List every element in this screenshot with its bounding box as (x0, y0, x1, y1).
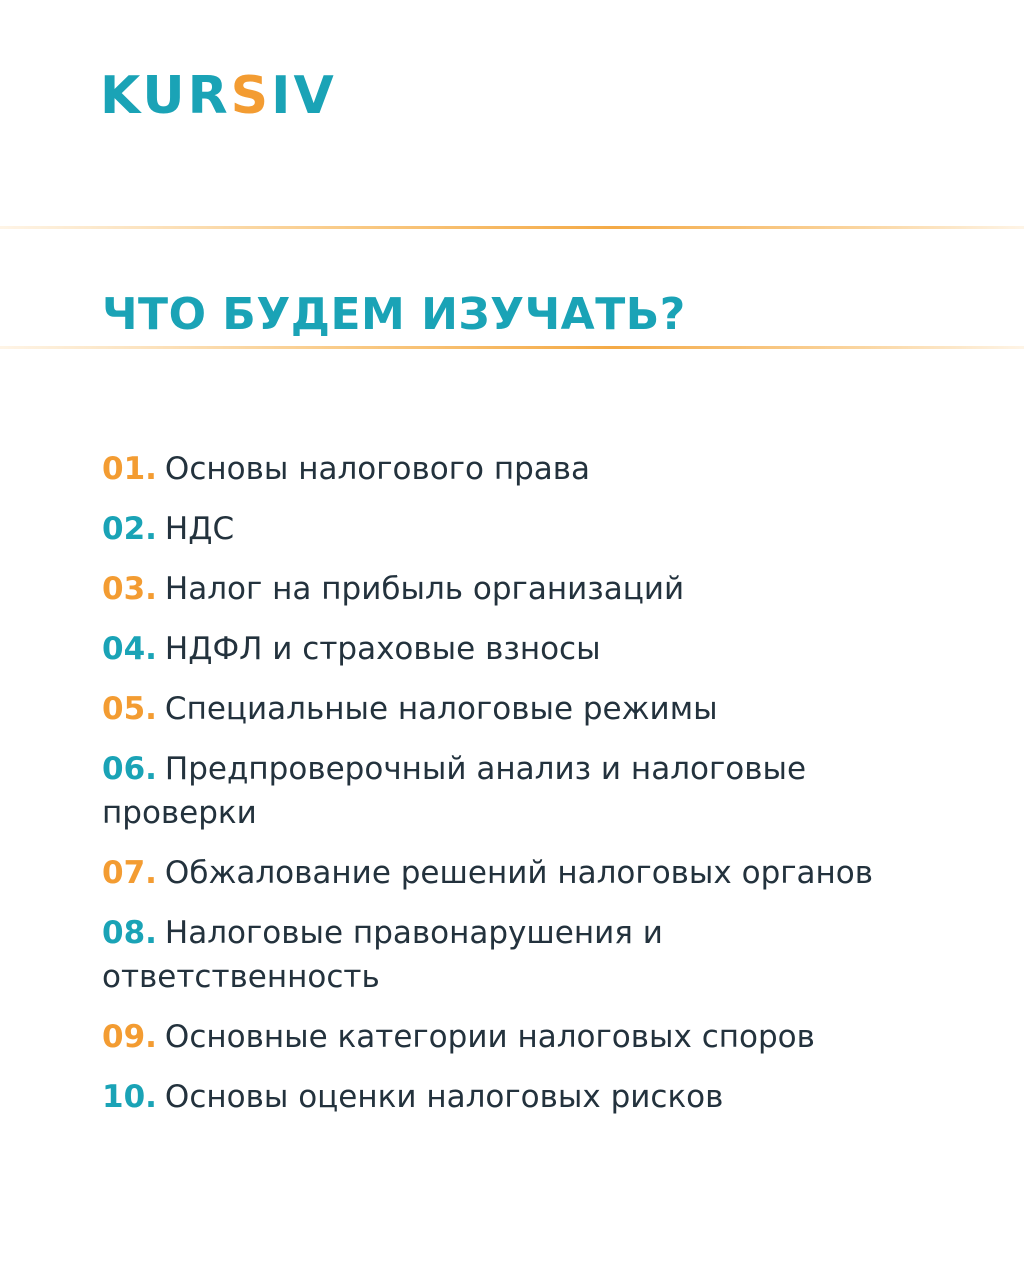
topic-text: Основы налогового права (164, 451, 591, 487)
topic-number: 06. (102, 751, 157, 787)
topic-number: 10. (102, 1079, 157, 1115)
topic-text: Налоговые правонарушения и ответственность (102, 915, 663, 995)
topic-text: Специальные налоговые режимы (164, 691, 718, 727)
topic-text: НДС (164, 511, 235, 547)
topic-item (102, 447, 942, 491)
logo-text-part1: KUR (100, 66, 231, 126)
topic-number: 03. (102, 571, 157, 607)
topic-item (102, 911, 942, 999)
topic-item (102, 627, 942, 671)
kursiv-logo (100, 66, 337, 126)
topics-list (102, 447, 942, 1135)
logo-text-part2: IV (271, 66, 337, 126)
topic-text: НДФЛ и страховые взносы (164, 631, 601, 667)
top-divider (0, 226, 1024, 229)
topic-text: Предпроверочный анализ и налоговые проверки (102, 751, 807, 831)
page-title: ЧТО БУДЕМ ИЗУЧАТЬ? (102, 289, 686, 341)
topic-item (102, 507, 942, 551)
logo-text-accent: S (230, 66, 272, 126)
topic-number: 02. (102, 511, 157, 547)
topic-text: Обжалование решений налоговых органов (164, 855, 874, 891)
topic-number: 05. (102, 691, 157, 727)
topic-item (102, 851, 942, 895)
topic-number: 08. (102, 915, 157, 951)
topic-number: 04. (102, 631, 157, 667)
topic-item (102, 1075, 942, 1119)
topic-item (102, 1015, 942, 1059)
topic-text: Основные категории налоговых споров (164, 1019, 815, 1055)
topic-text: Налог на прибыль организаций (164, 571, 685, 607)
topic-number: 07. (102, 855, 157, 891)
topic-number: 01. (102, 451, 157, 487)
topic-item (102, 747, 942, 835)
topic-item (102, 687, 942, 731)
topic-number: 09. (102, 1019, 157, 1055)
bottom-divider (0, 346, 1024, 349)
topic-text: Основы оценки налоговых рисков (164, 1079, 724, 1115)
topic-item (102, 567, 942, 611)
